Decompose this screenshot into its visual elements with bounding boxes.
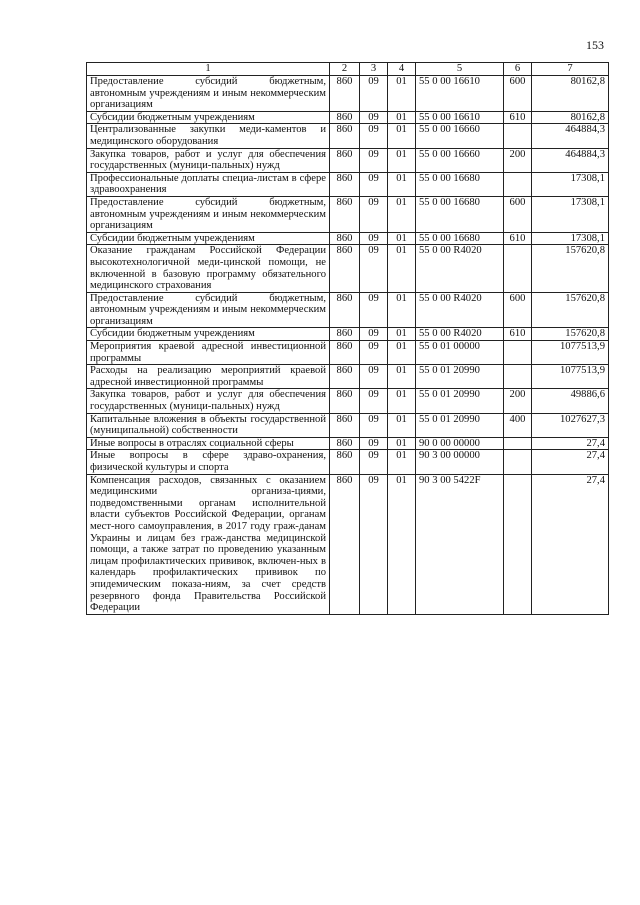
row-subsection-code: 01	[388, 111, 416, 124]
row-section-code: 09	[360, 196, 388, 232]
row-description: Иные вопросы в сфере здраво-охранения, физической культуры и спорта	[87, 450, 330, 474]
row-description: Предоставление субсидий бюджетным, автономным учреждениям и иным некоммерческим организациям	[87, 196, 330, 232]
row-expense-type	[504, 365, 532, 389]
row-description: Субсидии бюджетным учреждениям	[87, 328, 330, 341]
row-description: Капитальные вложения в объекты государственной (муниципальной) собственности	[87, 413, 330, 437]
table-row	[87, 196, 609, 232]
row-section-code: 09	[360, 76, 388, 112]
row-ministry-code: 860	[330, 474, 360, 614]
row-ministry-code: 860	[330, 76, 360, 112]
row-expense-type: 610	[504, 111, 532, 124]
header-row	[87, 63, 609, 76]
row-amount: 1027627,3	[532, 413, 609, 437]
row-amount: 27,4	[532, 437, 609, 450]
row-ministry-code: 860	[330, 172, 360, 196]
row-subsection-code: 01	[388, 413, 416, 437]
table-row	[87, 111, 609, 124]
row-subsection-code: 01	[388, 328, 416, 341]
row-expense-type: 600	[504, 292, 532, 328]
table-row	[87, 365, 609, 389]
row-ministry-code: 860	[330, 437, 360, 450]
row-amount: 27,4	[532, 474, 609, 614]
row-subsection-code: 01	[388, 196, 416, 232]
row-section-code: 09	[360, 292, 388, 328]
table-row	[87, 437, 609, 450]
row-description: Закупка товаров, работ и услуг для обеспечения государственных (муници-пальных) нужд	[87, 148, 330, 172]
table-row	[87, 328, 609, 341]
row-expense-type: 400	[504, 413, 532, 437]
row-amount: 1077513,9	[532, 365, 609, 389]
row-ministry-code: 860	[330, 124, 360, 148]
table-row	[87, 232, 609, 245]
row-section-code: 09	[360, 124, 388, 148]
row-subsection-code: 01	[388, 365, 416, 389]
row-ministry-code: 860	[330, 292, 360, 328]
row-target-item: 55 0 00 16610	[416, 76, 504, 112]
col-header: 6	[504, 63, 532, 76]
row-ministry-code: 860	[330, 111, 360, 124]
budget-table	[86, 62, 609, 615]
row-ministry-code: 860	[330, 148, 360, 172]
row-target-item: 55 0 00 16680	[416, 196, 504, 232]
row-target-item: 55 0 00 16680	[416, 232, 504, 245]
row-section-code: 09	[360, 111, 388, 124]
row-subsection-code: 01	[388, 172, 416, 196]
row-description: Оказание гражданам Российской Федерации высокотехнологичной меди-цинской помощи, не включенной в базовую программу обязательного медицинского страхования	[87, 245, 330, 292]
row-section-code: 09	[360, 341, 388, 365]
row-target-item: 55 0 01 20990	[416, 413, 504, 437]
col-header: 3	[360, 63, 388, 76]
col-header: 1	[87, 63, 330, 76]
row-description: Профессиональные доплаты специа-листам в сфере здравоохранения	[87, 172, 330, 196]
row-section-code: 09	[360, 232, 388, 245]
row-amount: 27,4	[532, 450, 609, 474]
row-section-code: 09	[360, 172, 388, 196]
col-header: 2	[330, 63, 360, 76]
table-row	[87, 124, 609, 148]
table-row	[87, 292, 609, 328]
row-expense-type	[504, 245, 532, 292]
row-expense-type	[504, 341, 532, 365]
row-section-code: 09	[360, 328, 388, 341]
row-target-item: 55 0 01 20990	[416, 365, 504, 389]
table-row	[87, 245, 609, 292]
row-expense-type: 600	[504, 196, 532, 232]
row-target-item: 55 0 00 16660	[416, 124, 504, 148]
table-row	[87, 389, 609, 413]
row-section-code: 09	[360, 413, 388, 437]
row-target-item: 55 0 00 16610	[416, 111, 504, 124]
row-target-item: 90 0 00 00000	[416, 437, 504, 450]
row-ministry-code: 860	[330, 245, 360, 292]
row-subsection-code: 01	[388, 292, 416, 328]
row-description: Субсидии бюджетным учреждениям	[87, 111, 330, 124]
table-row	[87, 76, 609, 112]
row-amount: 49886,6	[532, 389, 609, 413]
table-row	[87, 172, 609, 196]
row-section-code: 09	[360, 365, 388, 389]
row-section-code: 09	[360, 437, 388, 450]
row-amount: 80162,8	[532, 111, 609, 124]
row-amount: 17308,1	[532, 232, 609, 245]
row-ministry-code: 860	[330, 450, 360, 474]
row-description: Предоставление субсидий бюджетным, автономным учреждениям и иным некоммерческим организациям	[87, 292, 330, 328]
row-subsection-code: 01	[388, 148, 416, 172]
row-description: Расходы на реализацию мероприятий краевой адресной инвестиционной программы	[87, 365, 330, 389]
row-target-item: 55 0 00 R4020	[416, 328, 504, 341]
row-expense-type	[504, 172, 532, 196]
row-ministry-code: 860	[330, 196, 360, 232]
row-amount: 464884,3	[532, 148, 609, 172]
row-description: Централизованные закупки меди-каментов и медицинского оборудования	[87, 124, 330, 148]
row-ministry-code: 860	[330, 232, 360, 245]
row-subsection-code: 01	[388, 124, 416, 148]
row-target-item: 55 0 00 16680	[416, 172, 504, 196]
row-amount: 157620,8	[532, 245, 609, 292]
row-target-item: 90 3 00 00000	[416, 450, 504, 474]
row-expense-type: 200	[504, 389, 532, 413]
row-expense-type: 610	[504, 232, 532, 245]
row-amount: 1077513,9	[532, 341, 609, 365]
table-row	[87, 148, 609, 172]
table-body	[87, 76, 609, 615]
row-description: Компенсация расходов, связанных с оказанием медицинскими организа-циями, подведомственными органам исполнительной власти субъектов Российской Федерации, органам мест-ного самоуправления, в 2017 году граж-данам Украины и лицам без граж-данства медицинской помощи, а также затрат по проведению указанным лицам профилактических прививок, включен-ных в календарь профилактических прививок по эпидемическим показа-ниям, за счет средств резервного фонда Правительства Российской Федерации	[87, 474, 330, 614]
row-expense-type: 610	[504, 328, 532, 341]
row-section-code: 09	[360, 389, 388, 413]
row-description: Субсидии бюджетным учреждениям	[87, 232, 330, 245]
row-amount: 17308,1	[532, 196, 609, 232]
row-section-code: 09	[360, 245, 388, 292]
row-expense-type	[504, 124, 532, 148]
row-amount: 464884,3	[532, 124, 609, 148]
row-description: Закупка товаров, работ и услуг для обеспечения государственных (муници-пальных) нужд	[87, 389, 330, 413]
table-row	[87, 450, 609, 474]
row-expense-type	[504, 450, 532, 474]
row-subsection-code: 01	[388, 232, 416, 245]
page-number: 153	[586, 38, 604, 52]
table-row	[87, 474, 609, 614]
col-header: 7	[532, 63, 609, 76]
row-target-item: 55 0 00 16660	[416, 148, 504, 172]
row-amount: 157620,8	[532, 292, 609, 328]
row-target-item: 55 0 01 00000	[416, 341, 504, 365]
row-amount: 17308,1	[532, 172, 609, 196]
row-description: Мероприятия краевой адресной инвестиционной программы	[87, 341, 330, 365]
row-expense-type: 200	[504, 148, 532, 172]
col-header: 5	[416, 63, 504, 76]
row-amount: 157620,8	[532, 328, 609, 341]
row-section-code: 09	[360, 474, 388, 614]
row-subsection-code: 01	[388, 76, 416, 112]
row-subsection-code: 01	[388, 389, 416, 413]
row-section-code: 09	[360, 148, 388, 172]
row-expense-type	[504, 437, 532, 450]
row-target-item: 55 0 00 R4020	[416, 245, 504, 292]
row-expense-type	[504, 474, 532, 614]
row-description: Иные вопросы в отраслях социальной сферы	[87, 437, 330, 450]
row-expense-type: 600	[504, 76, 532, 112]
row-section-code: 09	[360, 450, 388, 474]
row-target-item: 55 0 00 R4020	[416, 292, 504, 328]
row-ministry-code: 860	[330, 389, 360, 413]
row-ministry-code: 860	[330, 328, 360, 341]
row-description: Предоставление субсидий бюджетным, автономным учреждениям и иным некоммерческим организациям	[87, 76, 330, 112]
row-target-item: 90 3 00 5422F	[416, 474, 504, 614]
row-subsection-code: 01	[388, 450, 416, 474]
table-row	[87, 341, 609, 365]
row-ministry-code: 860	[330, 413, 360, 437]
row-subsection-code: 01	[388, 437, 416, 450]
row-subsection-code: 01	[388, 245, 416, 292]
row-subsection-code: 01	[388, 474, 416, 614]
row-ministry-code: 860	[330, 365, 360, 389]
col-header: 4	[388, 63, 416, 76]
row-ministry-code: 860	[330, 341, 360, 365]
row-subsection-code: 01	[388, 341, 416, 365]
row-amount: 80162,8	[532, 76, 609, 112]
row-target-item: 55 0 01 20990	[416, 389, 504, 413]
table-row	[87, 413, 609, 437]
